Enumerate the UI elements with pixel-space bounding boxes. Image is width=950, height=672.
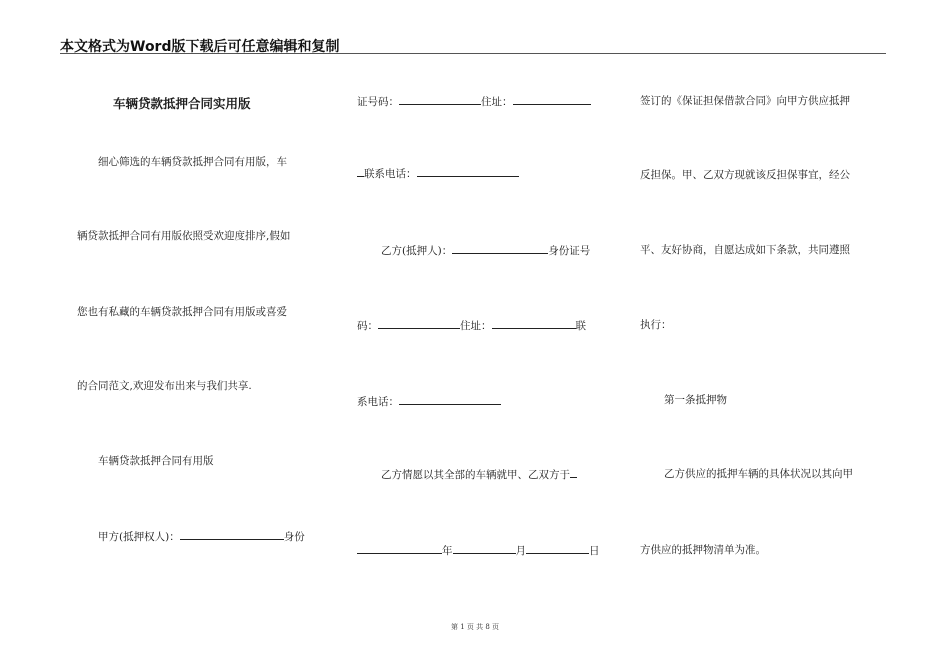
page-footer: 第 1 页 共 8 页 xyxy=(450,623,500,631)
contact-suffix: 联 xyxy=(575,320,586,332)
col3-line-2: 反担保。甲、乙双方现就该反担保事宜，经公 xyxy=(640,169,850,181)
id-label: 证号码： xyxy=(357,96,399,108)
id-line xyxy=(357,94,591,109)
code-blank[interactable] xyxy=(378,318,460,329)
col3-line-3: 平、友好协商，自愿达成如下条款，共同遵照 xyxy=(640,244,850,256)
doc-title: 车辆贷款抵押合同实用版 xyxy=(113,96,251,111)
address-label: 住址： xyxy=(481,96,513,108)
id-blank[interactable] xyxy=(399,94,481,105)
party-a-suffix: 身份 xyxy=(283,531,305,543)
phone-line xyxy=(357,166,519,181)
phone-label: 联系电话： xyxy=(364,168,417,180)
intro-line-1: 细心筛选的车辆贷款抵押合同有用版，车 xyxy=(98,156,287,168)
phone-prefix-blank xyxy=(357,166,364,177)
day-label: 日 xyxy=(589,545,600,557)
party-a-line xyxy=(98,529,305,544)
party-b-line xyxy=(381,243,590,258)
year-blank[interactable] xyxy=(357,543,442,554)
date-line xyxy=(357,543,600,558)
intro-line-3: 您也有私藏的车辆贷款抵押合同有用版或喜爱 xyxy=(77,306,287,318)
document-header: 本文格式为Word版下载后可任意编辑和复制 xyxy=(60,39,340,55)
code-label: 码： xyxy=(357,320,378,332)
phone-label-2: 系电话： xyxy=(357,396,399,408)
address-blank-2[interactable] xyxy=(492,318,576,329)
party-a-blank[interactable] xyxy=(180,529,284,540)
month-label: 月 xyxy=(515,545,526,557)
party-b-blank[interactable] xyxy=(452,243,548,254)
party-b-suffix: 身份证号 xyxy=(548,245,591,257)
col3-body-2: 方供应的抵押物清单为准。 xyxy=(640,544,766,556)
year-label: 年 xyxy=(442,545,453,557)
phone-line-2 xyxy=(357,394,501,409)
article-heading: 第一条抵押物 xyxy=(664,394,727,406)
month-blank[interactable] xyxy=(453,543,516,554)
intro-line-2: 辆贷款抵押合同有用版依照受欢迎度排序,假如 xyxy=(77,230,291,242)
agree-blank[interactable] xyxy=(570,467,577,478)
day-blank[interactable] xyxy=(526,543,589,554)
intro-line-4: 的合同范文,欢迎发布出来与我们共享. xyxy=(77,380,252,392)
col3-body-1: 乙方供应的抵押车辆的具体状况以其向甲 xyxy=(664,468,853,480)
agree-line xyxy=(381,467,577,482)
agree-text: 乙方情愿以其全部的车辆就甲、乙双方于 xyxy=(381,469,570,481)
phone-blank[interactable] xyxy=(417,166,519,177)
party-a-label: 甲方(抵押权人)： xyxy=(98,531,180,543)
address-blank[interactable] xyxy=(513,94,591,105)
col3-line-1: 签订的《保证担保借款合同》向甲方供应抵押 xyxy=(640,95,850,107)
phone-blank-2[interactable] xyxy=(399,394,501,405)
party-b-label: 乙方(抵押人)： xyxy=(381,245,453,257)
address-label-2: 住址： xyxy=(460,320,492,332)
header-rule xyxy=(60,53,886,54)
subtitle: 车辆贷款抵押合同有用版 xyxy=(98,455,214,467)
code-line xyxy=(357,318,586,333)
col3-line-4: 执行： xyxy=(640,319,672,331)
